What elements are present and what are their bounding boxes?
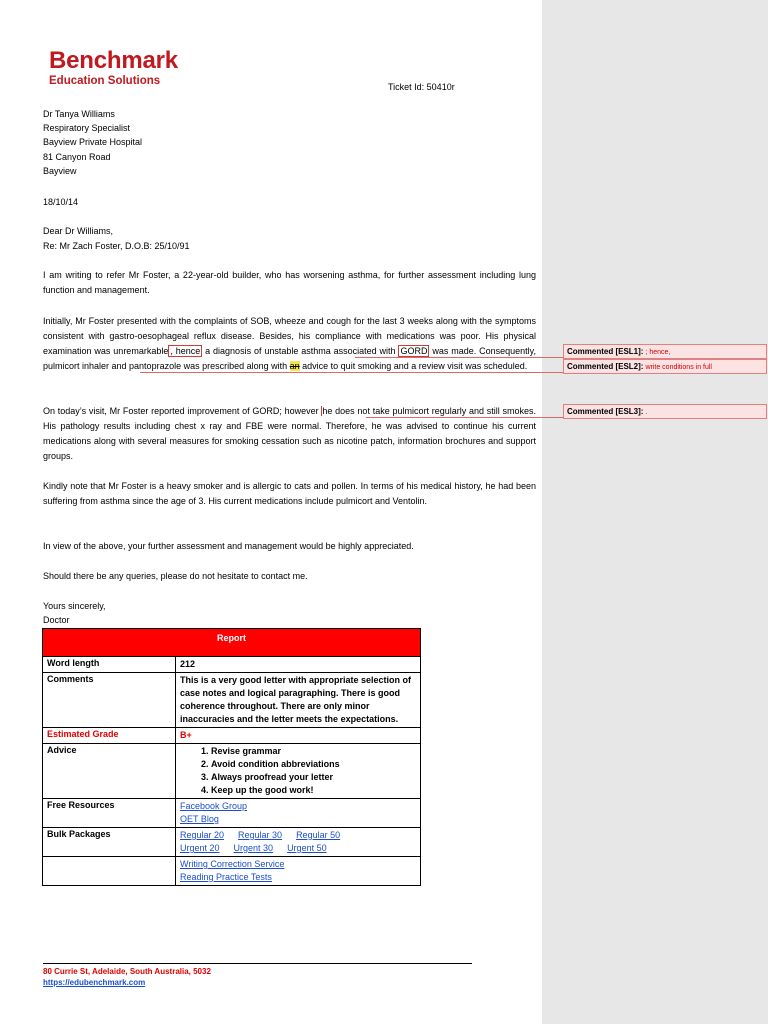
writing-correction-link[interactable]: Writing Correction Service (180, 859, 285, 869)
comment-balloon[interactable] (563, 404, 767, 419)
logo-title: Benchmark (49, 47, 178, 74)
comment-label: Commented [ESL1]: (567, 347, 644, 356)
list-item: 3. Always proofread your letter (211, 771, 416, 784)
comment-text: . (645, 409, 648, 416)
paragraph-3: On today’s visit, Mr Foster reported improvement of GORD; however he does not take pulmicort regularly and still smokes. His pathology results including chest x ray and FBE were normal. Therefore, he was advised to continue his current medications along with several measures for smoking cessation such as nicotine patch, information brochures and support groups. (43, 406, 536, 461)
reading-practice-link[interactable]: Reading Practice Tests (180, 872, 272, 882)
comments-label: Comments (43, 673, 176, 727)
free-resources-label: Free Resources (43, 799, 176, 827)
report-table (42, 628, 421, 886)
comment-label: Commented [ESL3]: (567, 407, 644, 416)
word-length-value: 212 (180, 659, 196, 669)
list-item: 1. Revise grammar (211, 745, 416, 758)
table-row (43, 744, 420, 799)
comments-pane (542, 0, 768, 1024)
urgent-20-link[interactable]: Urgent 20 (180, 843, 220, 853)
table-row (43, 728, 420, 744)
facebook-group-link[interactable]: Facebook Group (180, 801, 248, 811)
paragraph-5: In view of the above, your further assessment and management would be highly appreciated. (43, 541, 414, 551)
grade-label: Estimated Grade (43, 728, 176, 743)
comment-anchor-esl1[interactable]: , hence (170, 346, 201, 356)
salutation: Dear Dr Williams, (43, 226, 114, 236)
comment-text: write conditions in full (645, 364, 712, 371)
footer-divider (43, 963, 472, 964)
regular-50-link[interactable]: Regular 50 (296, 830, 341, 840)
table-row (43, 799, 420, 828)
grade-value: B+ (180, 730, 192, 740)
word-length-label: Word length (43, 657, 176, 672)
signature: Doctor (43, 615, 70, 625)
closing: Yours sincerely, (43, 601, 106, 611)
comment-text: ; hence, (645, 349, 671, 356)
table-row (43, 828, 420, 857)
footer-address: 80 Currie St, Adelaide, South Australia, 5032 (43, 967, 211, 976)
comments-value: This is a very good letter with appropriate selection of case notes and logical paragraphing. There is good coherence throughout. There are only minor inaccuracies and the letter meets the expectations. (180, 675, 412, 724)
comment-balloon[interactable] (563, 344, 767, 359)
list-item: 2. Avoid condition abbreviations (211, 758, 416, 771)
address-line: Respiratory Specialist (43, 123, 131, 133)
letter-date: 18/10/14 (43, 197, 79, 207)
bulk-packages-label: Bulk Packages (43, 828, 176, 856)
urgent-30-link[interactable]: Urgent 30 (233, 843, 274, 853)
oet-blog-link[interactable]: OET Blog (180, 814, 219, 824)
comment-anchor-esl2[interactable]: GORD (400, 346, 428, 356)
table-row (43, 857, 420, 885)
comment-connector (366, 417, 563, 418)
address-line: Bayview (43, 166, 77, 176)
comment-label: Commented [ESL2]: (567, 362, 644, 371)
advice-label: Advice (43, 744, 176, 798)
re-line: Re: Mr Zach Foster, D.O.B: 25/10/91 (43, 241, 190, 251)
paragraph-6: Should there be any queries, please do not hesitate to contact me. (43, 571, 308, 581)
table-row (43, 673, 420, 728)
urgent-50-link[interactable]: Urgent 50 (287, 843, 327, 853)
address-line: 81 Canyon Road (43, 152, 111, 162)
comment-connector (355, 357, 563, 358)
paragraph-2: Initially, Mr Foster presented with the complaints of SOB, wheeze and cough for the last 3 weeks along with the symptoms consistent with gastro-oesophageal reflux disease. Besides, his compliance with medications was poor. His physical examination was unremarkable , hence a diagnosis of unstable asthma associated with GORD was made. Consequently, pulmicort inhaler and pantoprazole was prescribed along with an advice to quit smoking and a review visit was scheduled. (43, 316, 536, 371)
paragraph-4: Kindly note that Mr Foster is a heavy smoker and is allergic to cats and pollen. In terms of his medical history, he had been suffering from asthma since the age of 3. His current medications include pulmicort and Ventolin. (43, 481, 536, 506)
report-title: Report (43, 629, 420, 657)
regular-20-link[interactable]: Regular 20 (180, 830, 225, 840)
deleted-word: an (289, 361, 300, 371)
address-line: Dr Tanya Williams (43, 109, 115, 119)
comment-balloon[interactable] (563, 359, 767, 374)
regular-30-link[interactable]: Regular 30 (238, 830, 283, 840)
ticket-id: Ticket Id: 50410r (388, 82, 455, 92)
paragraph-1: I am writing to refer Mr Foster, a 22-year-old builder, who has worsening asthma, for further assessment including lung function and management. (43, 270, 536, 295)
footer-url-link[interactable]: https://edubenchmark.com (43, 978, 146, 987)
list-item: 4. Keep up the good work! (211, 784, 416, 797)
comment-connector (140, 372, 563, 373)
address-line: Bayview Private Hospital (43, 137, 143, 147)
advice-list (176, 744, 420, 798)
table-row (43, 657, 420, 673)
logo-subtitle: Education Solutions (49, 75, 161, 87)
